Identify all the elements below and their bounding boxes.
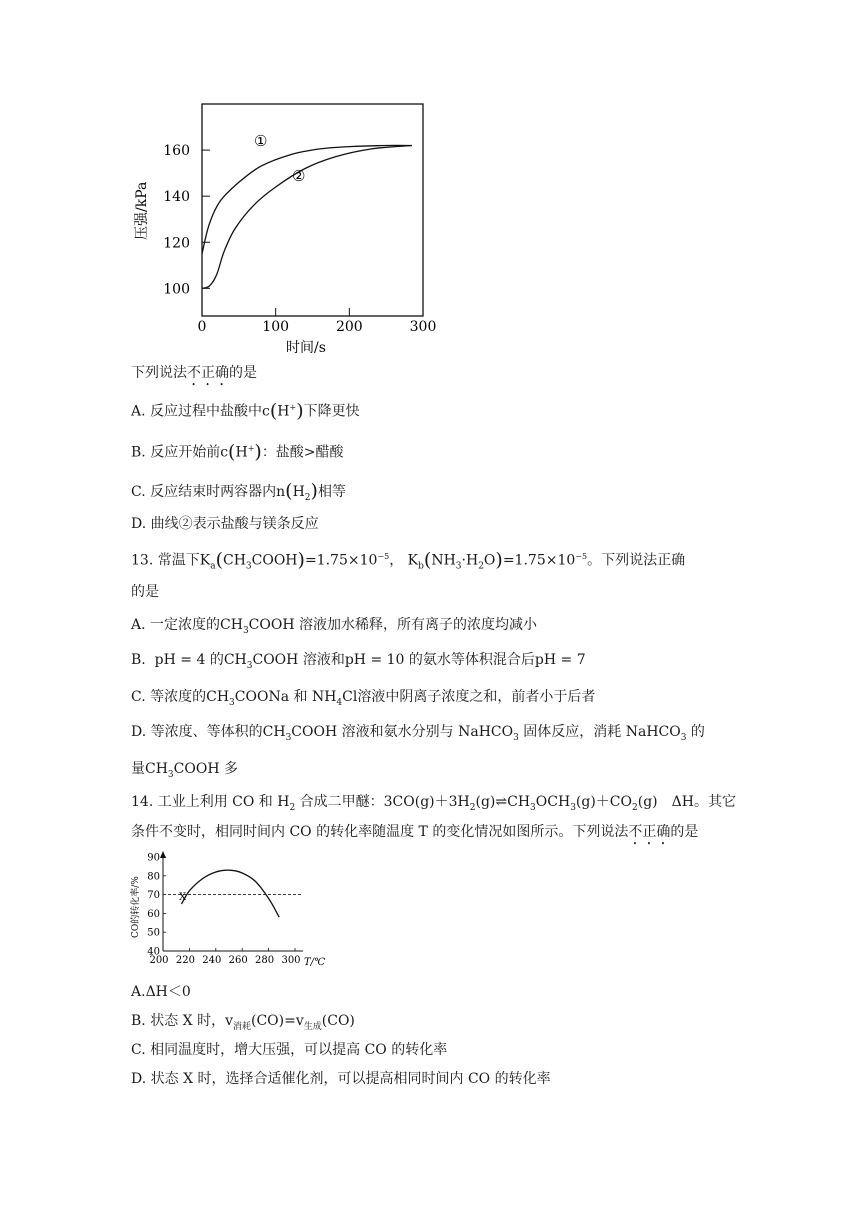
- y-tick-label: 100: [163, 281, 190, 298]
- formula: COOH: [291, 724, 338, 740]
- formula: CH: [145, 761, 168, 777]
- y-tick-label: 160: [163, 143, 190, 160]
- y-axis-label: CO的转化率/%: [131, 876, 141, 938]
- q13-option-d: [131, 722, 705, 748]
- formula: NH: [311, 689, 337, 705]
- q12-option-b: B. 反应开始前c(H+)：盐酸>醋酸: [131, 440, 344, 463]
- option-label: D.: [131, 516, 147, 532]
- value: =1.75×10: [502, 552, 576, 569]
- y-tick-label: 80: [147, 871, 160, 883]
- option-text-end: 多: [224, 761, 238, 777]
- subscript: 3: [455, 561, 462, 572]
- formula: COOH: [173, 761, 220, 777]
- punct: ，: [389, 552, 404, 569]
- conversion-temperature-chart: [0, 850, 860, 970]
- option-label: D.: [131, 1071, 147, 1087]
- q12-stem: [131, 363, 257, 389]
- option-label: C.: [131, 689, 146, 705]
- curve-2: [202, 146, 412, 289]
- x-axis-label: T/℃: [304, 957, 326, 968]
- option-text: 曲线②表示盐酸与镁条反应: [150, 516, 319, 532]
- curve-2-label: ②: [292, 167, 306, 185]
- formula: NaHCO: [625, 724, 681, 740]
- question-text-end: 的是: [670, 824, 699, 840]
- formula: H: [292, 484, 305, 500]
- subscript: 2: [304, 492, 311, 503]
- x-tick-label: 260: [228, 955, 248, 966]
- option-text: 反应结束时两容器内n: [150, 484, 286, 500]
- subscript: 3: [530, 802, 536, 813]
- question-text: 条件不变时，相同时间内 CO 的转化率随温度 T 的变化情况如图所示。下列说法: [131, 824, 629, 840]
- x-tick-label: 300: [281, 955, 301, 966]
- option-label: C.: [131, 484, 146, 500]
- option-text: 量: [131, 761, 145, 777]
- point-x-label: X: [179, 892, 187, 903]
- question-number: 13.: [131, 552, 154, 569]
- option-text: 溶液和: [302, 652, 345, 668]
- option-text: 等浓度的: [150, 689, 207, 705]
- option-text-end: 溶液中阴离子浓度之和，前者小于后者: [357, 689, 596, 705]
- y-tick-label: 50: [147, 927, 160, 939]
- q14-option-a: [131, 982, 191, 1002]
- formula: CH: [206, 689, 230, 705]
- x-tick-label: 280: [255, 955, 275, 966]
- formula: NaHCO: [458, 724, 514, 740]
- subscript: 2: [632, 802, 638, 813]
- y-tick-label: 70: [147, 890, 160, 902]
- q12-option-a: A. 反应过程中盐酸中c(H+)下降更快: [131, 399, 360, 422]
- question-number: 14.: [131, 794, 154, 810]
- y-tick-label: 120: [163, 235, 190, 252]
- q13-option-d-line2: [131, 759, 238, 785]
- kb-symbol: K: [407, 552, 419, 569]
- option-text: 和: [293, 689, 308, 705]
- q13-stem: 13. 常温下$K_a(CH_3COOH)=1.75\times 10^{-5}$， $K_b(NH_3\cdot H_2O)=1.75\times 10^{-5}$。下列说法正确: [131, 548, 686, 572]
- subscript: 4: [336, 697, 343, 708]
- option-label: B.: [131, 652, 146, 668]
- value: =1.75×10: [304, 552, 378, 569]
- pressure-time-chart: [0, 0, 860, 360]
- q14-option-d: [131, 1069, 551, 1089]
- subscript: 3: [245, 561, 252, 572]
- formula: Cl: [342, 689, 358, 705]
- subscript: 2: [469, 802, 476, 813]
- formula: CH: [220, 617, 243, 633]
- exponent: −5: [377, 552, 390, 561]
- x-axis-label: 时间/s: [286, 340, 326, 356]
- option-text-end: ：盐酸>醋酸: [261, 444, 344, 461]
- subscript: 3: [285, 732, 292, 743]
- chart1-frame: [202, 104, 423, 316]
- q14-option-b: [131, 1011, 355, 1037]
- formula: ·H: [461, 552, 479, 569]
- formula: NH: [431, 552, 456, 569]
- option-text: 等浓度、等体积的: [150, 724, 263, 740]
- ph-value: pH = 4: [154, 652, 206, 668]
- y-tick-label: 90: [147, 852, 160, 864]
- option-text: 状态 X 时，v: [150, 1013, 233, 1029]
- x-tick-label: 200: [149, 955, 169, 966]
- ion: H: [235, 444, 248, 461]
- q13-option-b: [131, 650, 586, 676]
- formula: CH: [223, 652, 247, 668]
- x-tick-label: 300: [409, 319, 437, 335]
- ph-value: pH = 7: [534, 652, 586, 668]
- subscript: 3: [680, 732, 687, 743]
- question-text: OCH: [535, 794, 571, 810]
- option-label: A.: [131, 403, 146, 420]
- ion-charge: +: [247, 444, 255, 453]
- q14-stem-line2: [131, 822, 698, 848]
- subscript: 3: [242, 625, 249, 636]
- q13-option-a: [131, 615, 537, 641]
- formula: COOH: [251, 552, 298, 569]
- x-tick-label: 200: [335, 319, 363, 335]
- q13-option-c: [131, 687, 595, 713]
- subscript: b: [418, 561, 424, 572]
- option-text: (CO)=v: [251, 1013, 304, 1029]
- formula: CH: [222, 552, 246, 569]
- question-text: 。下列说法正确: [587, 552, 686, 569]
- formula: CH: [262, 724, 286, 740]
- question-text: (g)＋CO: [575, 794, 632, 810]
- subscript: a: [210, 561, 216, 572]
- formula: COOH: [248, 617, 295, 633]
- x-tick-label: 100: [262, 319, 290, 335]
- option-text: 的氨水等体积混合后: [408, 652, 535, 668]
- curve-1: [202, 145, 412, 253]
- question-text: 工业上利用 CO 和 H: [157, 794, 290, 810]
- option-text-end: (CO): [321, 1013, 355, 1029]
- formula: O: [483, 552, 496, 569]
- exponent: −5: [575, 552, 588, 561]
- x-tick-label: 220: [175, 955, 195, 966]
- q13-stem-line2: 的是: [131, 584, 159, 600]
- question-text: (g) ΔH。其它: [637, 794, 736, 810]
- option-text-end: 下降更快: [303, 403, 360, 420]
- option-label: D.: [131, 724, 147, 740]
- subscript: 3: [246, 660, 253, 671]
- option-text: ΔH＜0: [145, 984, 191, 1000]
- question-text: (g)⇌CH: [475, 794, 531, 810]
- subscript: 3: [229, 697, 235, 708]
- curve-1-label: ①: [254, 132, 268, 150]
- option-label: A.: [131, 617, 146, 633]
- ka-symbol: 常温下K: [157, 552, 211, 569]
- question-text: 合成二甲醚：3CO(g)＋3H: [295, 794, 470, 810]
- formula: COOH: [252, 652, 299, 668]
- q12-stem-emphasis: 不正确: [187, 365, 229, 381]
- y-axis-label: 压强/kPa: [134, 181, 150, 240]
- ion-charge: +: [289, 403, 297, 412]
- option-label: B.: [131, 444, 146, 461]
- subscript: 3: [513, 732, 519, 743]
- option-text: 状态 X 时，选择合适催化剂，可以提高相同时间内 CO 的转化率: [150, 1071, 551, 1087]
- q14-stem: [131, 792, 736, 818]
- q14-option-c: [131, 1040, 447, 1060]
- q12-stem-text-end: 的是: [229, 365, 257, 381]
- formula: COONa: [234, 689, 290, 705]
- option-text-end: 的: [690, 724, 705, 740]
- y-tick-label: 140: [163, 189, 190, 206]
- option-label: C.: [131, 1042, 146, 1058]
- option-text-end: 溶液加水稀释，所有离子的浓度均减小: [299, 617, 538, 633]
- y-tick-label: 60: [147, 908, 160, 920]
- subscript: 2: [289, 802, 296, 813]
- x-tick-label: 240: [202, 955, 222, 966]
- option-text: 反应开始前c: [150, 444, 229, 461]
- option-label: B.: [131, 1013, 146, 1029]
- q12-option-d: [131, 514, 319, 534]
- option-text-end: 相等: [317, 484, 346, 500]
- question-emphasis: 不正确: [628, 824, 671, 840]
- ion: H: [277, 403, 290, 420]
- x-tick-label: 0: [197, 319, 207, 335]
- option-label: A.: [131, 984, 146, 1000]
- option-text: 反应过程中盐酸中c: [150, 403, 270, 420]
- option-text: 相同温度时，增大压强，可以提高 CO 的转化率: [150, 1042, 448, 1058]
- option-text: 的: [209, 652, 224, 668]
- q12-option-c: C. 反应结束时两容器内$n(H_2)$相等: [131, 480, 346, 503]
- option-text: 固体反应，消耗: [523, 724, 622, 740]
- subscript: 3: [570, 802, 576, 813]
- option-text: 溶液和氨水分别与: [341, 724, 454, 740]
- q12-stem-text: 下列说法: [131, 365, 187, 381]
- option-text: 一定浓度的: [150, 617, 221, 633]
- ph-value: pH = 10: [344, 652, 405, 668]
- subscript: 3: [167, 769, 174, 780]
- subscript: 消耗: [232, 1021, 251, 1032]
- y-tick-label: 40: [147, 946, 160, 958]
- subscript: 2: [478, 561, 484, 572]
- subscript: 生成: [303, 1021, 322, 1032]
- conversion-curve: [182, 870, 280, 917]
